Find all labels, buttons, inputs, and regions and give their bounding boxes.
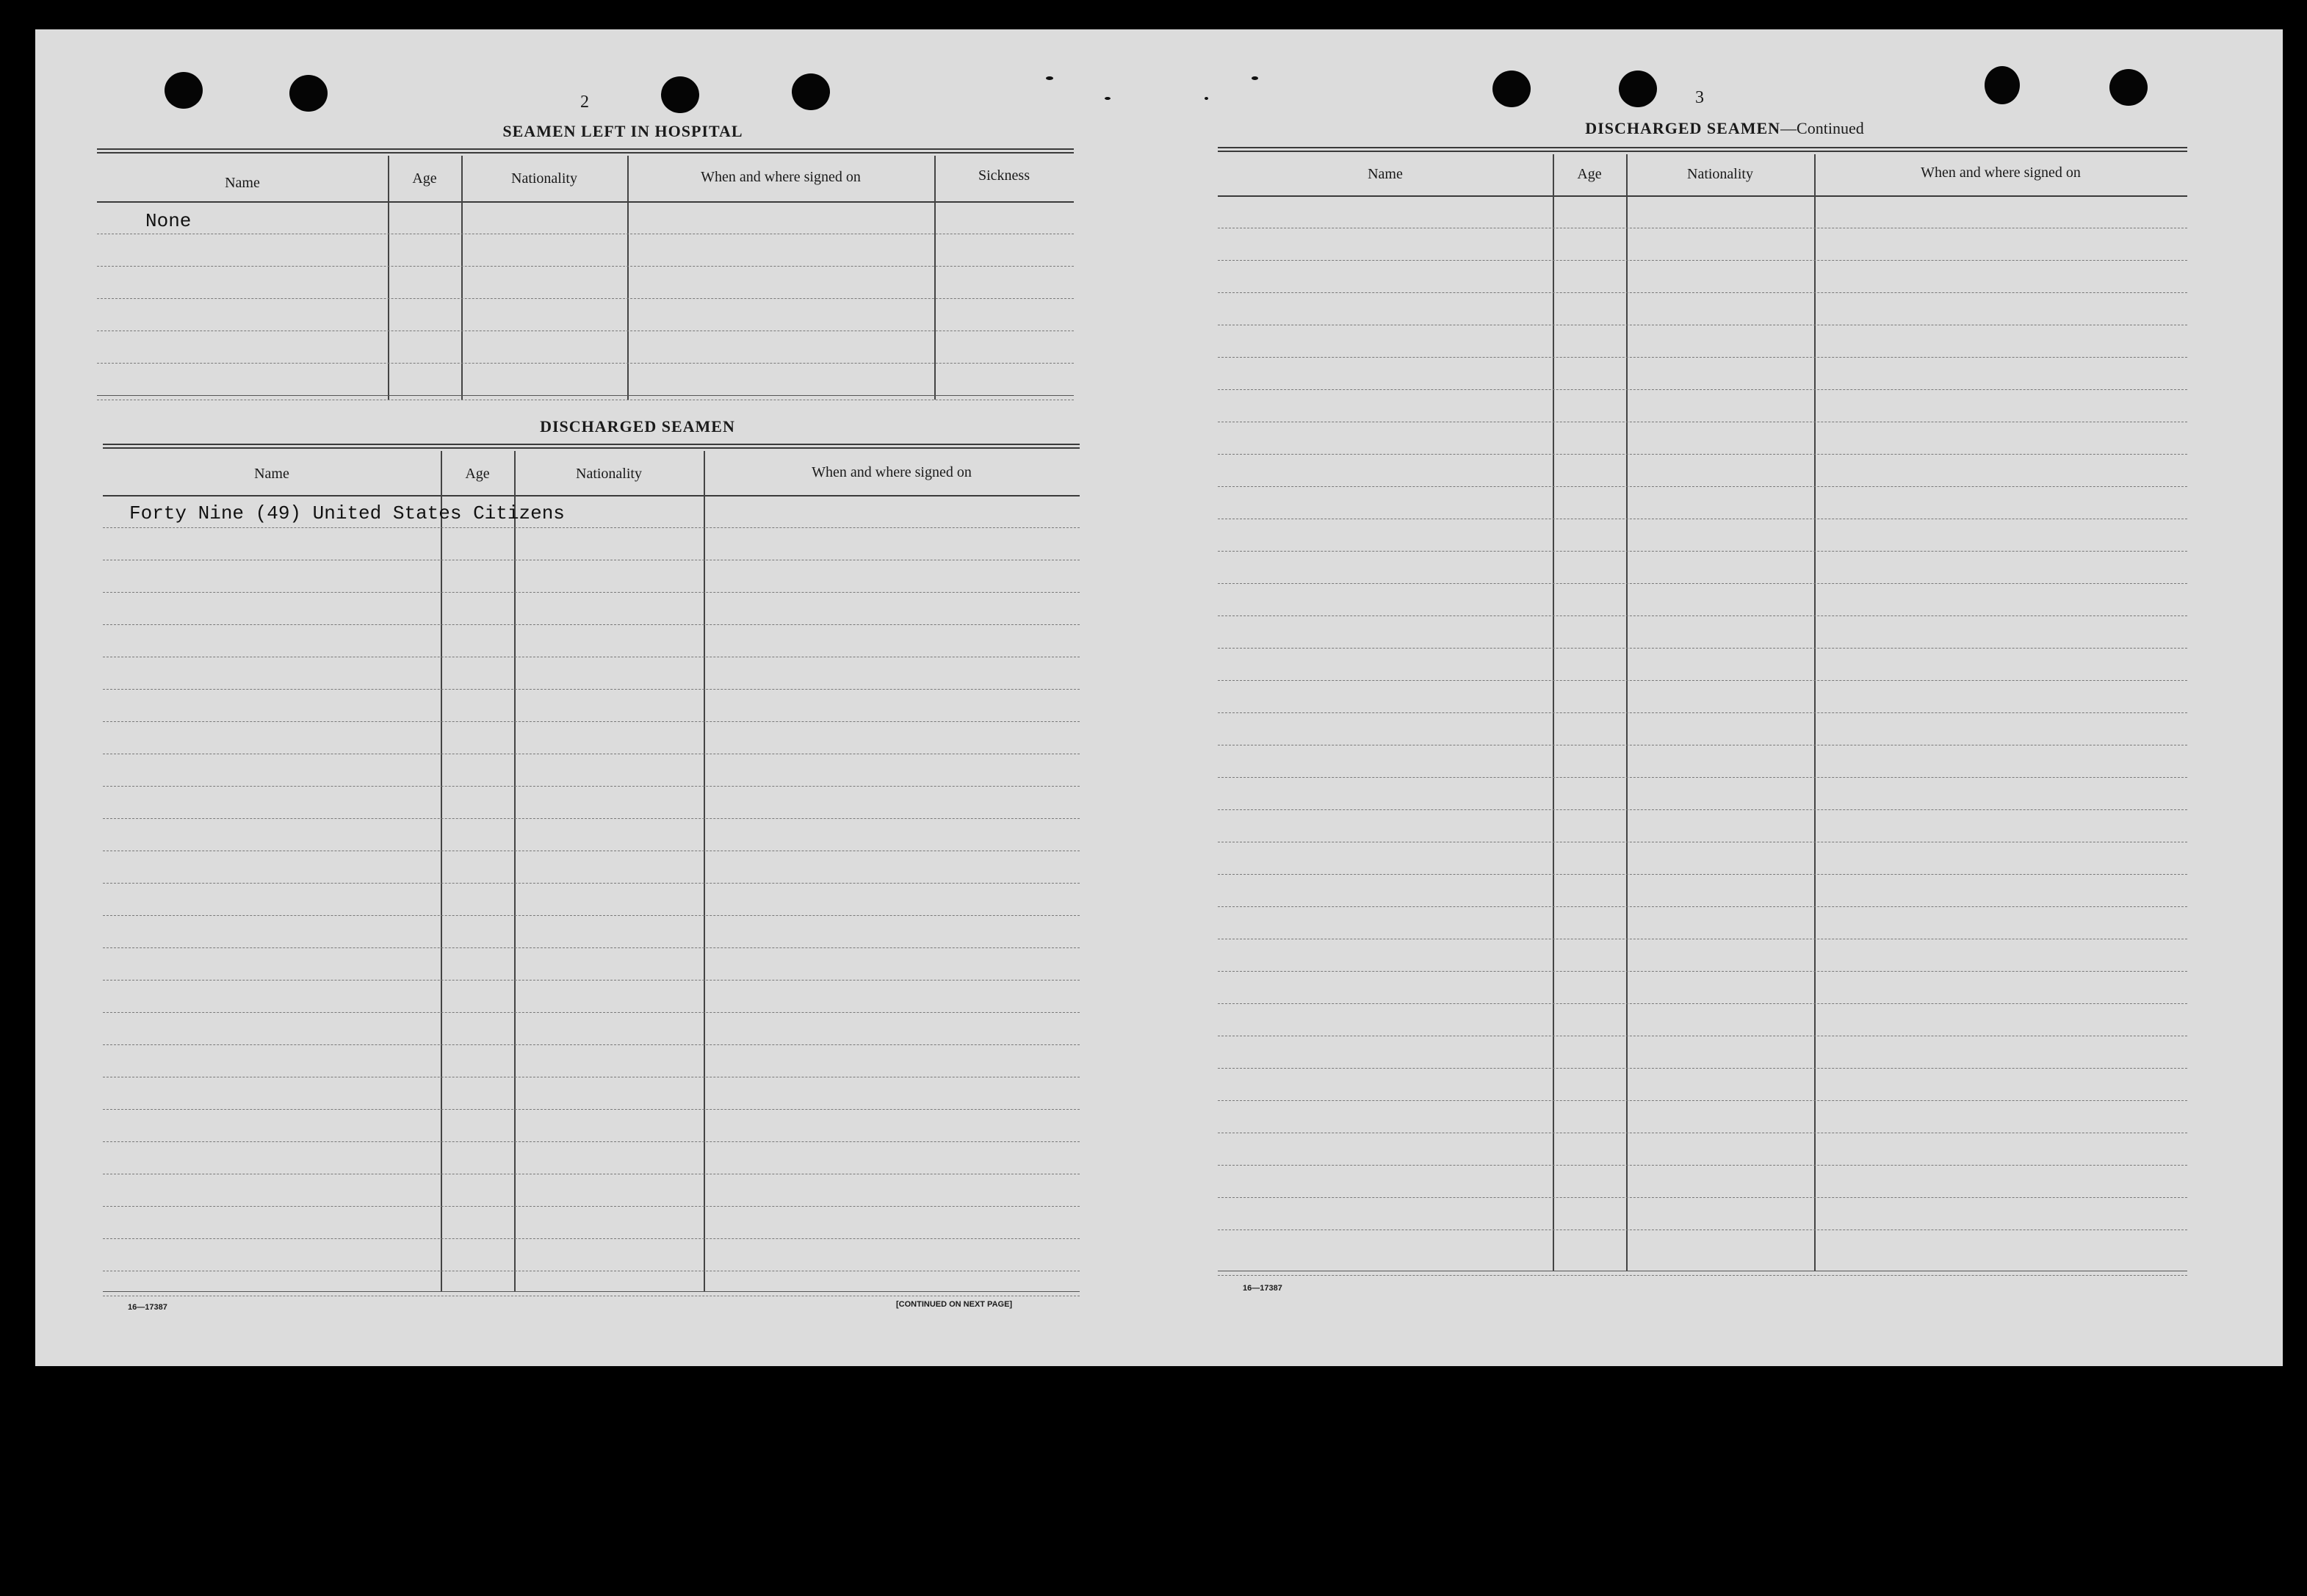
form-number-right: 16—17387 — [1243, 1284, 1282, 1293]
page-number-right: 3 — [1695, 88, 1704, 107]
column-header-nationality: Nationality — [1687, 166, 1753, 182]
punch-hole — [1619, 71, 1657, 107]
column-header-when-where: When and where signed on — [1921, 165, 2081, 181]
column-header-age: Age — [412, 170, 437, 187]
column-header-sickness: Sickness — [978, 167, 1030, 184]
paper-speck — [1205, 97, 1208, 100]
punch-hole — [165, 72, 203, 109]
discharged-entry: Forty Nine (49) United States Citizens — [129, 502, 565, 524]
discharged-continued-title-bold: DISCHARGED SEAMEN — [1585, 119, 1781, 137]
continued-note: [CONTINUED ON NEXT PAGE] — [896, 1300, 1013, 1309]
punch-hole — [792, 73, 830, 110]
column-header-name: Name — [225, 175, 260, 191]
column-header-age: Age — [465, 466, 490, 482]
discharged-continued-title — [1431, 119, 2018, 138]
paper-speck — [1105, 97, 1111, 100]
punch-hole — [289, 75, 328, 112]
column-header-nationality: Nationality — [576, 466, 642, 482]
punch-hole — [2109, 69, 2148, 106]
column-header-age: Age — [1577, 166, 1602, 182]
form-number-left: 16—17387 — [128, 1303, 167, 1312]
page-number-left: 2 — [580, 93, 589, 112]
column-header-when-where: When and where signed on — [812, 464, 972, 480]
discharged-table-right — [1218, 147, 2187, 1307]
discharged-section-title: DISCHARGED SEAMEN — [540, 417, 735, 436]
form-page — [35, 29, 2283, 1366]
hospital-entry: None — [145, 210, 192, 232]
paper-speck — [1252, 76, 1258, 80]
discharged-table-left — [103, 444, 1080, 1325]
discharged-continued-title-suffix: —Continued — [1780, 119, 1864, 137]
punch-hole — [1492, 71, 1531, 107]
hospital-section-title: SEAMEN LEFT IN HOSPITAL — [502, 122, 743, 140]
punch-hole — [661, 76, 699, 113]
hospital-table — [97, 148, 1074, 429]
column-header-nationality: Nationality — [511, 170, 577, 187]
column-header-name: Name — [254, 466, 289, 482]
punch-hole — [1985, 66, 2020, 104]
column-header-name: Name — [1368, 166, 1403, 182]
column-header-when-where: When and where signed on — [701, 169, 861, 185]
paper-speck — [1046, 76, 1053, 80]
